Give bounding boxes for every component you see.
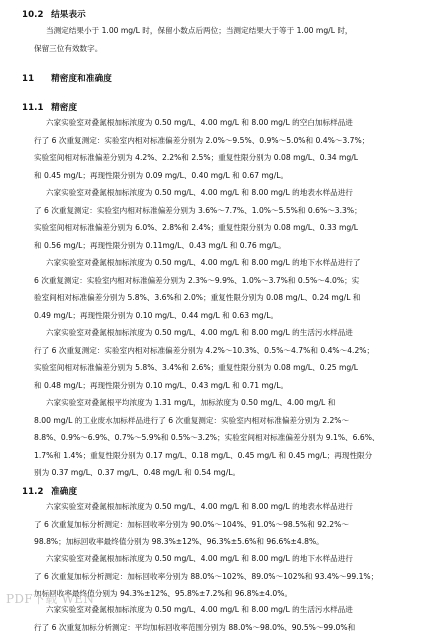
text-line: 和 0.45 mg/L；再现性限分别为 0.09 mg/L、0.40 mg/L 和 0.67 mg/L。: [34, 167, 386, 185]
text-line: 实验室间相对标准偏差分别为 5.8%、3.4%和 2.6%；重复性限分别为 0.08 mg/L、0.25 mg/L: [34, 359, 386, 377]
text-line: 六家实验室对叠氮根加标浓度为 0.50 mg/L、4.00 mg/L 和 8.00 mg/L 的地下水样品进行: [34, 550, 386, 568]
section-heading-10-2: [22, 8, 86, 20]
text-line: 8.8%、0.9%～6.9%、0.7%～5.9%和 0.5%～3.2%；实验室间相对标准偏差分别为 9.1%、6.6%、: [34, 429, 386, 447]
text-line: 和 0.56 mg/L；再现性限分别为 0.11mg/L、0.43 mg/L 和 0.76 mg/L。: [34, 237, 386, 255]
section-title: 精密度: [51, 103, 77, 113]
text-line: 和 0.48 mg/L；再现性限分别为 0.10 mg/L、0.43 mg/L 和 0.71 mg/L。: [34, 377, 386, 395]
precision-paragraph-1: [34, 114, 386, 184]
text-line: 行了 6 次重复测定：实验室内相对标准偏差分别为 4.2%～10.3%、0.5%～4.7%和 0.4%～4.2%；: [34, 342, 386, 360]
text-line: 了 6 次重复加标分析测定：加标回收率分别为 88.0%～102%、89.0%～102%和 93.4%～99.1%；: [34, 568, 386, 586]
text-line: 保留三位有效数字。: [34, 40, 386, 58]
text-line: 8.00 mg/L 的工业废水加标样品进行了 6 次重复测定：实验室内相对标准偏差分别为 2.2%～: [34, 412, 386, 430]
text-line: 了 6 次重复加标分析测定：加标回收率分别为 90.0%～104%、91.0%～98.5%和 92.2%～: [34, 516, 386, 534]
precision-paragraph-3: [34, 254, 386, 324]
section-title: 结果表示: [51, 10, 86, 20]
accuracy-paragraph-1: [34, 498, 386, 551]
section-number: 11: [22, 74, 48, 84]
section-heading-11-2: [22, 485, 77, 497]
text-line: 六家实验室对叠氮根加标浓度为 0.50 mg/L、4.00 mg/L 和 8.00 mg/L 的地下水样品进行了: [34, 254, 386, 272]
section-number: 11.1: [22, 103, 48, 113]
text-line: 了 6 次重复测定：实验室内相对标准偏差分别为 3.6%～7.7%、1.0%～5.5%和 0.6%～3.3%；: [34, 202, 386, 220]
section-heading-11: [22, 72, 112, 84]
text-line: 实验室间相对标准偏差分别为 4.2%、2.2%和 2.5%；重复性限分别为 0.08 mg/L、0.34 mg/L: [34, 149, 386, 167]
text-line: 六家实验室对叠氮根加标浓度为 0.50 mg/L、4.00 mg/L 和 8.00 mg/L 的地表水样品进行: [34, 498, 386, 516]
section-title: 准确度: [51, 487, 77, 497]
precision-paragraph-2: [34, 184, 386, 254]
text-line: 加标回收率最终值分别为 94.3%±12%、95.8%±7.2%和 96.8%±4.0%。: [34, 585, 386, 603]
text-line: 六家实验室对叠氮根加标浓度为 0.50 mg/L、4.00 mg/L 和 8.00 mg/L 的生活污水样品进: [34, 601, 386, 619]
precision-paragraph-4: [34, 324, 386, 394]
text-line: 六家实验室对叠氮根加标浓度为 0.50 mg/L、4.00 mg/L 和 8.00 mg/L 的地表水样品进行: [34, 184, 386, 202]
text-line: 当测定结果小于 1.00 mg/L 时，保留小数点后两位；当测定结果大于等于 1.00 mg/L 时，: [34, 22, 386, 40]
section-number: 11.2: [22, 487, 48, 497]
text-line: 六家实验室对叠氮根平均浓度为 1.31 mg/L，加标浓度为 0.50 mg/L、4.00 mg/L 和: [34, 394, 386, 412]
text-line: 六家实验室对叠氮根加标浓度为 0.50 mg/L、4.00 mg/L 和 8.00 mg/L 的空白加标样品进: [34, 114, 386, 132]
watermark: PDF下载 WEN: [6, 590, 94, 607]
text-line: 0.49 mg/L；再现性限分别为 0.10 mg/L、0.44 mg/L 和 0.63 mg/L。: [34, 307, 386, 325]
section-number: 10.2: [22, 10, 48, 20]
text-line: 行了 6 次重复加标分析测定：平均加标回收率范围分别为 88.0%～98.0%、90.5%～99.0%和: [34, 619, 386, 636]
text-line: 1.7%和 1.4%；重复性限分别为 0.17 mg/L、0.18 mg/L、0.45 mg/L 和 0.45 mg/L；再现性限分: [34, 447, 386, 465]
text-line: 实验室间相对标准偏差分别为 6.0%、2.8%和 2.4%；重复性限分别为 0.08 mg/L、0.33 mg/L: [34, 219, 386, 237]
text-line: 六家实验室对叠氮根加标浓度为 0.50 mg/L、4.00 mg/L 和 8.00 mg/L 的生活污水样品进: [34, 324, 386, 342]
text-line: 别为 0.37 mg/L、0.37 mg/L、0.48 mg/L 和 0.54 mg/L。: [34, 464, 386, 482]
text-line: 行了 6 次重复测定：实验室内相对标准偏差分别为 2.0%～9.5%、0.9%～5.0%和 0.4%～3.7%；: [34, 132, 386, 150]
text-line: 98.8%；加标回收率最终值分别为 98.3%±12%、96.3%±5.6%和 96.6%±4.8%。: [34, 533, 386, 551]
text-line: 验室间相对标准偏差分别为 5.8%、3.6%和 2.0%；重复性限分别为 0.08 mg/L、0.24 mg/L 和: [34, 289, 386, 307]
text-line: 6 次重复测定：实验室内相对标准偏差分别为 2.3%～9.9%、1.0%～3.7%和 0.5%～4.0%；实: [34, 272, 386, 290]
result-paragraph: [34, 22, 386, 57]
section-heading-11-1: [22, 101, 77, 113]
precision-paragraph-5: [34, 394, 386, 482]
section-title: 精密度和准确度: [51, 74, 112, 84]
